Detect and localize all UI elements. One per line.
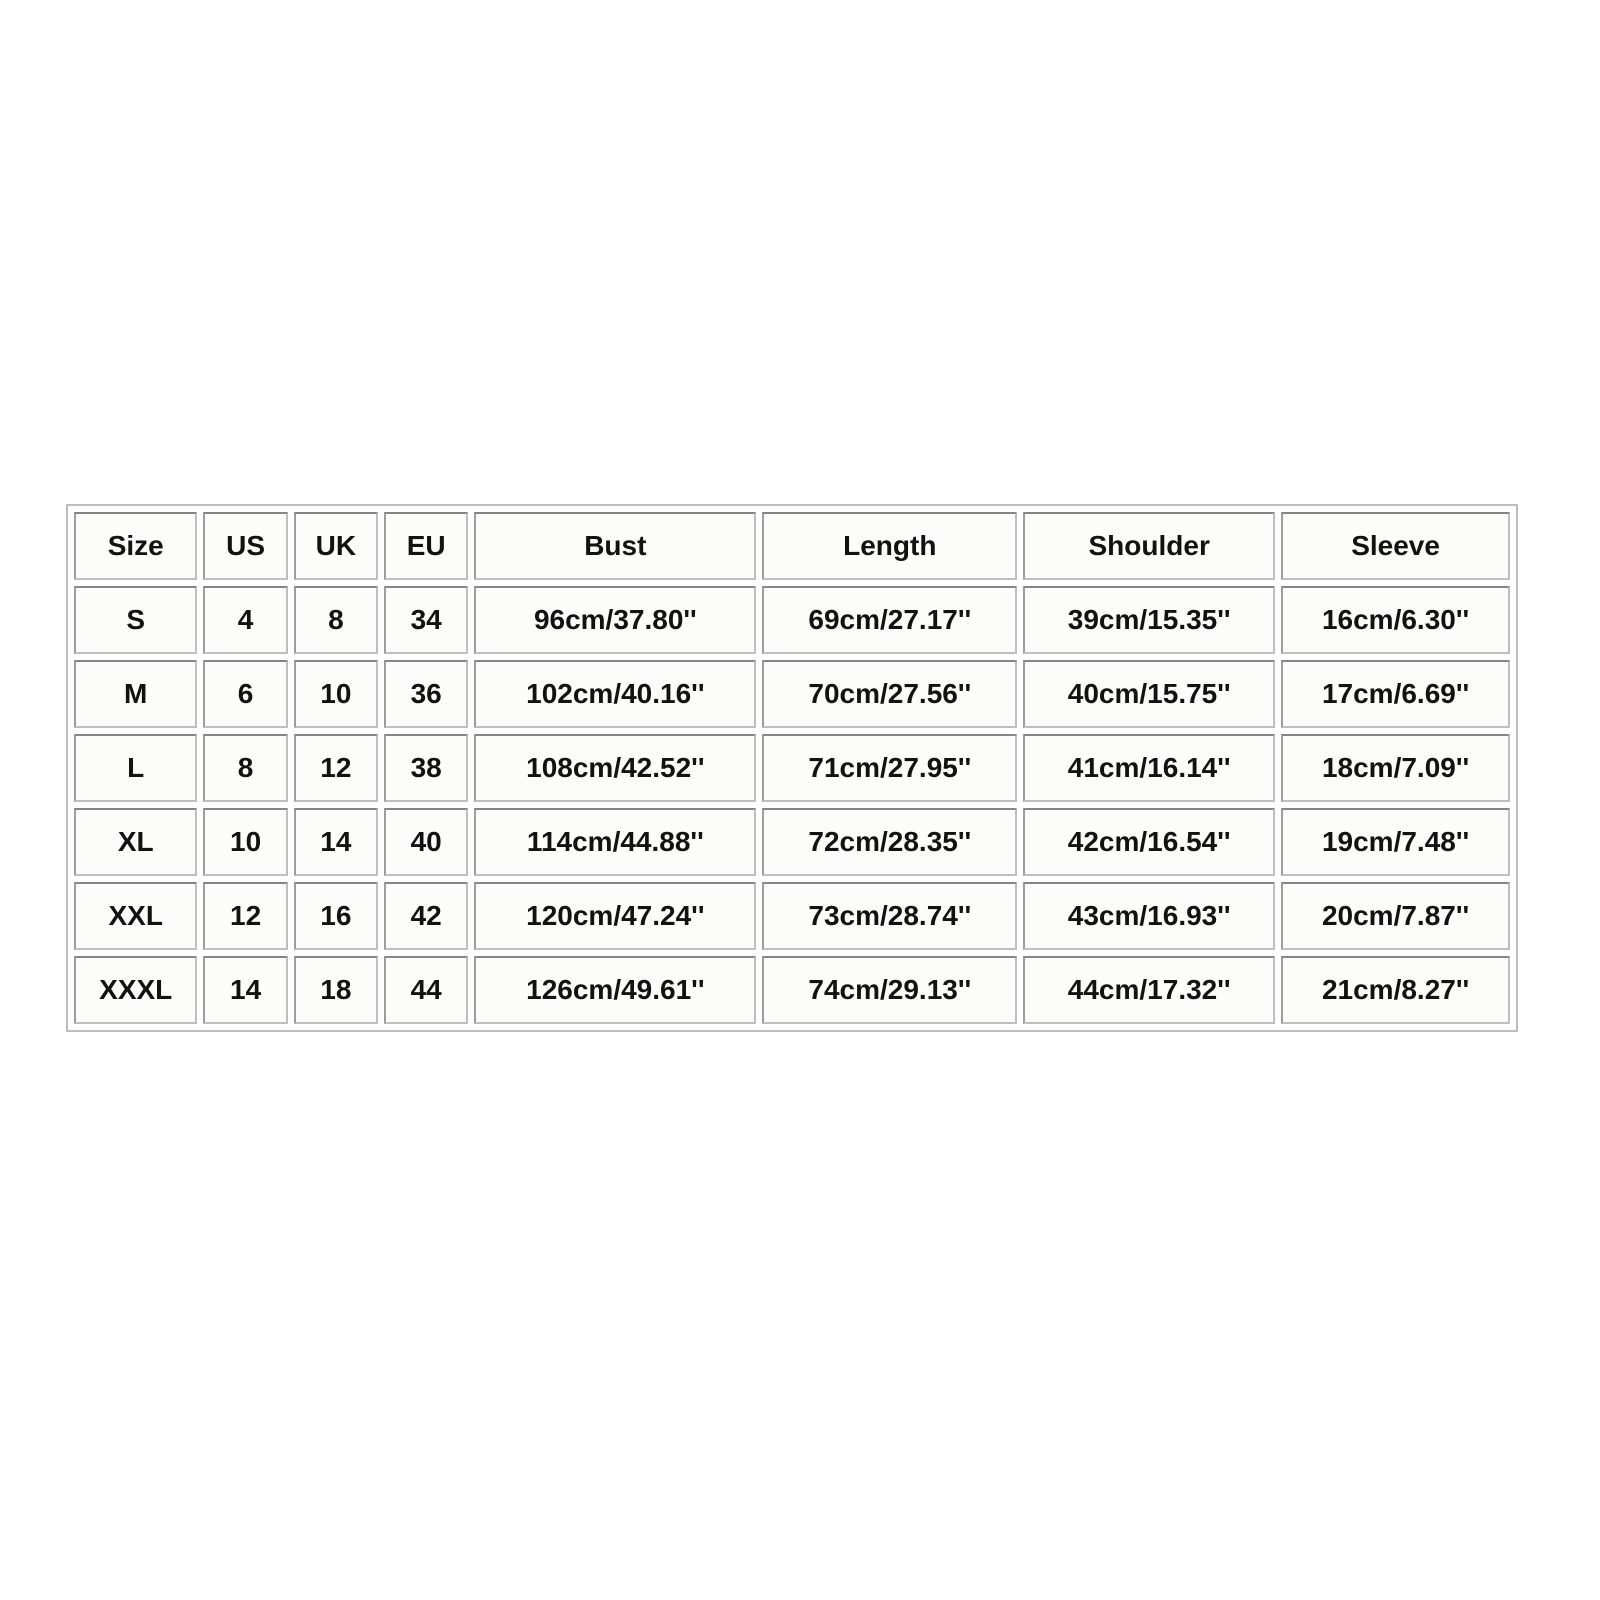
table-row-l [74, 734, 1510, 802]
measurement-cell: 8 [203, 734, 287, 802]
measurement-cell: 40cm/15.75'' [1023, 660, 1275, 728]
size-chart-table [66, 504, 1518, 1032]
measurement-cell: 8 [294, 586, 378, 654]
measurement-cell: 41cm/16.14'' [1023, 734, 1275, 802]
measurement-cell: 36 [384, 660, 468, 728]
measurement-cell: 38 [384, 734, 468, 802]
table-row-xl [74, 808, 1510, 876]
measurement-cell: 12 [203, 882, 287, 950]
size-label-cell: XXXL [74, 956, 197, 1024]
measurement-cell: 16 [294, 882, 378, 950]
column-header-shoulder: Shoulder [1023, 512, 1275, 580]
size-label-cell: L [74, 734, 197, 802]
measurement-cell: 73cm/28.74'' [762, 882, 1017, 950]
measurement-cell: 69cm/27.17'' [762, 586, 1017, 654]
measurement-cell: 19cm/7.48'' [1281, 808, 1510, 876]
measurement-cell: 74cm/29.13'' [762, 956, 1017, 1024]
column-header-size: Size [74, 512, 197, 580]
column-header-uk: UK [294, 512, 378, 580]
measurement-cell: 108cm/42.52'' [474, 734, 756, 802]
table-row-xxxl [74, 956, 1510, 1024]
measurement-cell: 70cm/27.56'' [762, 660, 1017, 728]
column-header-sleeve: Sleeve [1281, 512, 1510, 580]
measurement-cell: 72cm/28.35'' [762, 808, 1017, 876]
measurement-cell: 42 [384, 882, 468, 950]
measurement-cell: 4 [203, 586, 287, 654]
size-chart-container [66, 504, 1518, 1032]
measurement-cell: 120cm/47.24'' [474, 882, 756, 950]
measurement-cell: 16cm/6.30'' [1281, 586, 1510, 654]
table-row-s [74, 586, 1510, 654]
size-label-cell: M [74, 660, 197, 728]
measurement-cell: 12 [294, 734, 378, 802]
table-row-xxl [74, 882, 1510, 950]
measurement-cell: 114cm/44.88'' [474, 808, 756, 876]
column-header-us: US [203, 512, 287, 580]
measurement-cell: 18cm/7.09'' [1281, 734, 1510, 802]
measurement-cell: 39cm/15.35'' [1023, 586, 1275, 654]
measurement-cell: 34 [384, 586, 468, 654]
measurement-cell: 43cm/16.93'' [1023, 882, 1275, 950]
measurement-cell: 71cm/27.95'' [762, 734, 1017, 802]
table-row-m [74, 660, 1510, 728]
column-header-bust: Bust [474, 512, 756, 580]
header-row [74, 512, 1510, 580]
measurement-cell: 20cm/7.87'' [1281, 882, 1510, 950]
size-label-cell: S [74, 586, 197, 654]
measurement-cell: 14 [203, 956, 287, 1024]
measurement-cell: 44cm/17.32'' [1023, 956, 1275, 1024]
measurement-cell: 10 [294, 660, 378, 728]
column-header-eu: EU [384, 512, 468, 580]
measurement-cell: 6 [203, 660, 287, 728]
measurement-cell: 96cm/37.80'' [474, 586, 756, 654]
measurement-cell: 126cm/49.61'' [474, 956, 756, 1024]
measurement-cell: 10 [203, 808, 287, 876]
measurement-cell: 42cm/16.54'' [1023, 808, 1275, 876]
measurement-cell: 21cm/8.27'' [1281, 956, 1510, 1024]
measurement-cell: 44 [384, 956, 468, 1024]
size-label-cell: XL [74, 808, 197, 876]
column-header-length: Length [762, 512, 1017, 580]
measurement-cell: 102cm/40.16'' [474, 660, 756, 728]
measurement-cell: 40 [384, 808, 468, 876]
measurement-cell: 18 [294, 956, 378, 1024]
measurement-cell: 14 [294, 808, 378, 876]
size-label-cell: XXL [74, 882, 197, 950]
measurement-cell: 17cm/6.69'' [1281, 660, 1510, 728]
